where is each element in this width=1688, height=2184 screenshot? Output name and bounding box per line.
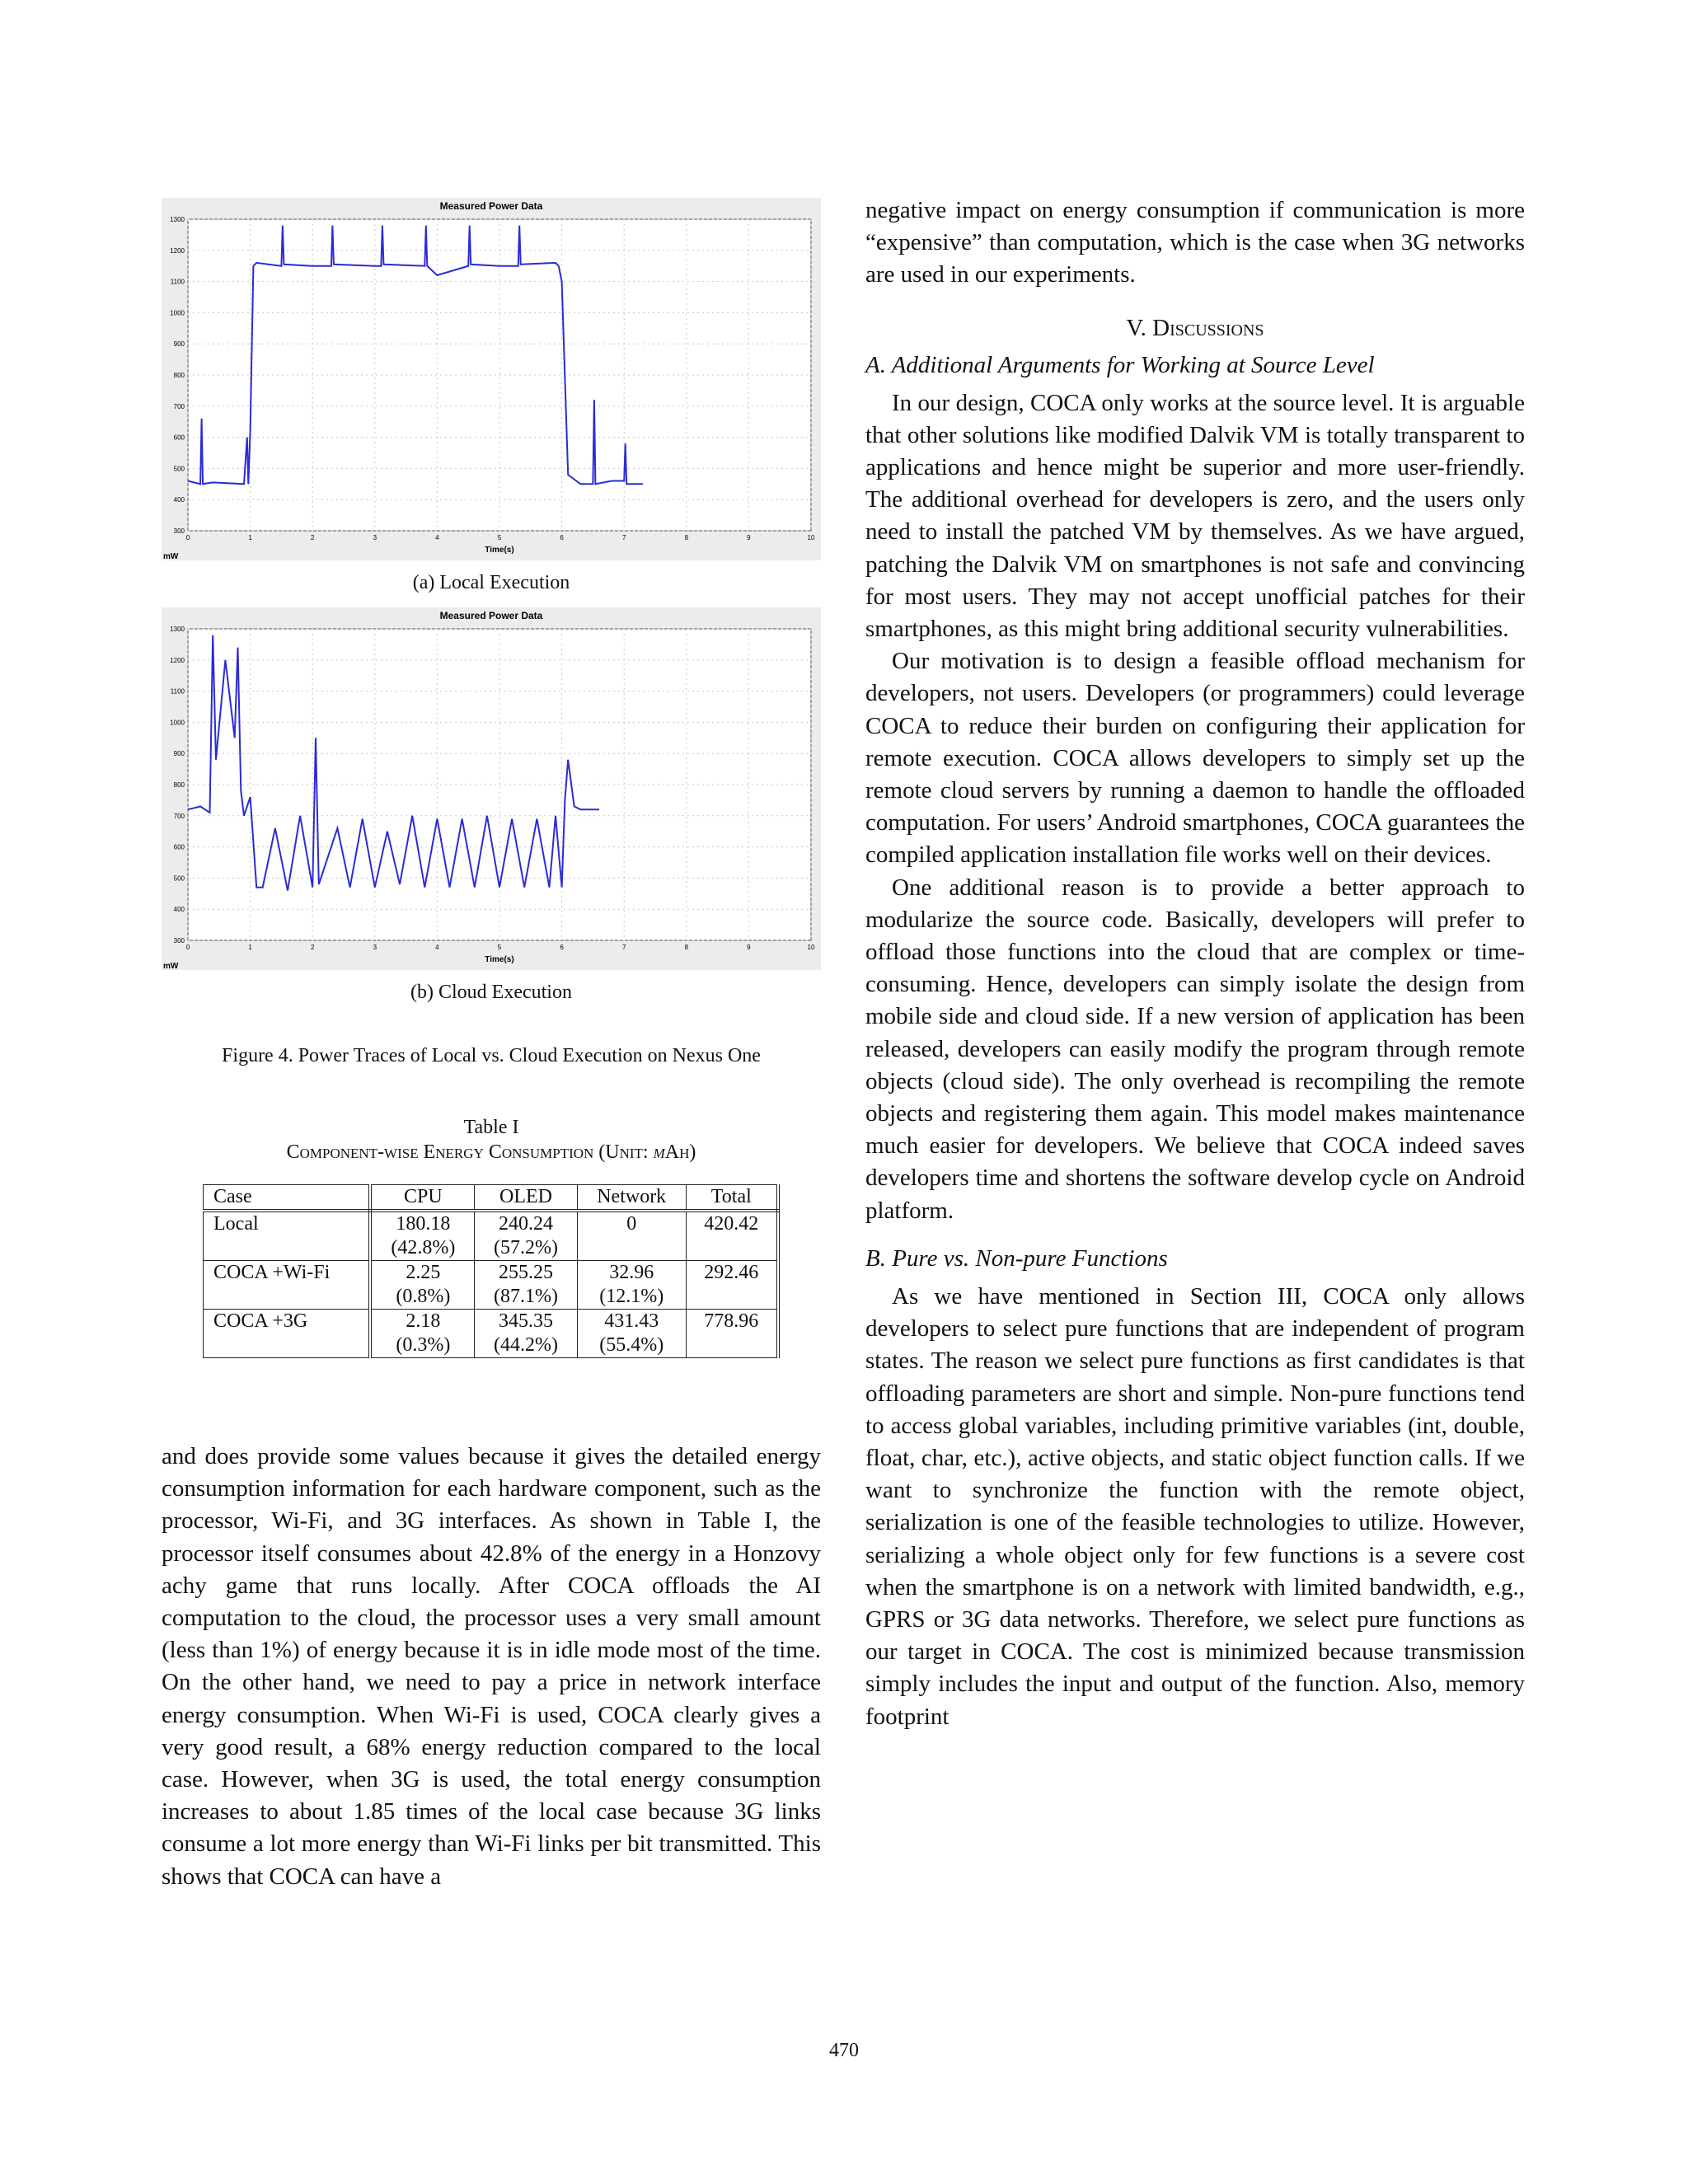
- subsection-heading-b: B. Pure vs. Non-pure Functions: [865, 1244, 1168, 1272]
- x-axis-label: Time(s): [485, 955, 514, 964]
- cell-network-pct: (55.4%): [599, 1334, 664, 1356]
- y-tick-label: 1100: [170, 278, 185, 286]
- cell-oled: [475, 1261, 578, 1310]
- cell-oled-value: 255.25: [499, 1262, 554, 1283]
- y-tick-label: 500: [173, 465, 185, 473]
- x-tick-label: 10: [807, 534, 815, 541]
- subsection-heading-a: A. Additional Arguments for Working at Source Level: [865, 351, 1375, 378]
- power-plot-local: [162, 198, 821, 560]
- y-tick-label: 400: [173, 906, 185, 914]
- x-tick-label: 8: [684, 944, 689, 951]
- y-tick-label: 1300: [170, 216, 185, 223]
- x-tick-label: 5: [497, 944, 502, 951]
- cell-network-value: 32.96: [609, 1262, 654, 1283]
- table-subtitle-prefix: Component-wise Energy Consumption (Unit:: [286, 1141, 654, 1163]
- cell-cpu: [370, 1211, 474, 1261]
- y-tick-label: 500: [173, 874, 185, 883]
- power-plot-cloud: [162, 607, 821, 970]
- cell-cpu-value: 2.25: [406, 1262, 441, 1283]
- unit-label: mW: [163, 552, 179, 560]
- cell-network-value: 431.43: [604, 1310, 659, 1332]
- col-header-network: Network: [577, 1185, 686, 1212]
- col-header-total: Total: [686, 1185, 778, 1212]
- cell-network-pct: (12.1%): [599, 1286, 664, 1307]
- table-row: [204, 1211, 779, 1261]
- cell-cpu-pct: (0.3%): [396, 1334, 451, 1356]
- cell-oled-value: 345.35: [499, 1310, 554, 1332]
- y-tick-label: 1100: [170, 687, 185, 696]
- x-tick-label: 2: [310, 944, 315, 951]
- col-header-case: Case: [204, 1185, 371, 1212]
- subcaption-b: (b) Cloud Execution: [410, 982, 572, 1003]
- paragraph: negative impact on energy consumption if communication is more “expensive” than computation, which is the case when 3G networks are used in our experiments.: [865, 197, 1525, 288]
- x-axis-label: Time(s): [485, 546, 514, 555]
- cell-cpu-pct: (0.8%): [396, 1286, 451, 1307]
- cell-oled: [475, 1211, 578, 1261]
- table-subtitle-unit: μ: [653, 1141, 665, 1163]
- right-column: [865, 194, 1525, 1733]
- cell-cpu: [370, 1261, 474, 1310]
- cell-cpu-value: 180.18: [396, 1213, 451, 1235]
- y-tick-label: 1200: [170, 656, 185, 664]
- y-tick-label: 800: [173, 781, 185, 789]
- x-tick-label: 0: [185, 534, 190, 541]
- cell-oled: [475, 1310, 578, 1358]
- y-tick-label: 600: [173, 434, 185, 442]
- x-tick-label: 2: [310, 534, 315, 541]
- cell-network: [577, 1261, 686, 1310]
- cell-total: 292.46: [686, 1261, 778, 1310]
- table-header-row: [204, 1185, 779, 1212]
- x-tick-label: 8: [684, 534, 689, 541]
- x-tick-label: 9: [747, 534, 751, 541]
- x-tick-label: 7: [621, 534, 626, 541]
- left-column: [162, 198, 821, 1893]
- x-tick-label: 6: [560, 534, 564, 541]
- paragraph: and does provide some values because it gives the detailed energy consumption information for each hardware component, such as the processor, Wi-Fi, and 3G interfaces. As shown in Table I, the processor itself consumes about 42.8% of the energy in a Honzovy achy game that runs locally. After COCA offloads the AI computation to the cloud, the processor uses a very small amount (less than 1%) of energy because it is in idle mode most of the time. On the other hand, we need to pay a price in network interface energy consumption. When Wi-Fi is used, COCA clearly gives a very good result, a 68% energy reduction compared to the local case. However, when 3G is used, the total energy consumption increases to about 1.85 times of the local case because 3G links consume a lot more energy than Wi-Fi links per bit transmitted. This shows that COCA can have a: [162, 1443, 821, 1890]
- x-tick-label: 10: [807, 944, 815, 951]
- x-tick-label: 4: [435, 944, 439, 951]
- y-tick-label: 300: [173, 937, 185, 944]
- cell-case: COCA +Wi-Fi: [204, 1261, 371, 1310]
- paragraph: As we have mentioned in Section III, COCA only allows developers to select pure functions that are independent of program states. The reason we select pure functions as first candidates is that offloading parameters are short and simple. Non-pure functions tend to access global variables, including primitive variables (int, double, float, char, etc.), active objects, and static object function calls. If we want to synchronize the function with the remote object, serialization is one of the feasible technologies to utilize. However, serializing a whole object only for few functions is a severe cost when the smartphone is on a network with limited bandwidth, e.g., GPRS or 3G data networks. Therefore, we select pure functions as our target in COCA. The cost is minimized because transmission simply includes the input and output of the function. Also, memory footprint: [865, 1282, 1525, 1730]
- x-tick-label: 5: [497, 534, 502, 541]
- y-tick-label: 300: [173, 527, 185, 535]
- section-heading: V. Discussions: [1126, 314, 1264, 341]
- y-tick-label: 1000: [170, 309, 185, 317]
- cell-oled-pct: (87.1%): [494, 1286, 559, 1307]
- unit-label: mW: [163, 962, 179, 970]
- y-tick-label: 700: [173, 402, 185, 410]
- paragraph: In our design, COCA only works at the source level. It is arguable that other solutions like modified Dalvik VM is totally transparent to applications and hence might be superior and more user-friendly. The additional overhead for developers is zero, and the users only need to install the patched VM by themselves. As we have argued, patching the Dalvik VM on smartphones is not safe and convincing for most users. They may not accept unofficial patches for their smartphones, as this might bring additional security vulnerabilities.: [865, 389, 1525, 643]
- left-body-text: [162, 1441, 821, 1893]
- x-tick-label: 1: [248, 534, 252, 541]
- table-subtitle-suffix: Ah): [664, 1141, 696, 1163]
- x-tick-label: 9: [747, 944, 751, 951]
- figure-caption: Figure 4. Power Traces of Local vs. Cloud Execution on Nexus One: [222, 1045, 761, 1066]
- subcaption-a: (a) Local Execution: [412, 572, 570, 593]
- y-tick-label: 600: [173, 843, 185, 851]
- figure-4: [162, 198, 821, 1067]
- cell-cpu: [370, 1310, 474, 1358]
- y-tick-label: 400: [173, 496, 185, 504]
- y-tick-label: 900: [173, 750, 185, 758]
- cell-oled-pct: (44.2%): [494, 1334, 559, 1356]
- col-header-oled: OLED: [475, 1185, 578, 1212]
- plot-title: Measured Power Data: [439, 200, 543, 212]
- cell-total: 778.96: [686, 1310, 778, 1358]
- y-tick-label: 1200: [170, 246, 185, 255]
- cell-cpu-pct: (42.8%): [391, 1237, 456, 1258]
- x-tick-label: 1: [248, 944, 252, 951]
- energy-table: [203, 1184, 780, 1358]
- col-header-cpu: CPU: [370, 1185, 474, 1212]
- table-row: [204, 1261, 779, 1310]
- y-tick-label: 800: [173, 372, 185, 379]
- table-title: Table I: [463, 1117, 519, 1138]
- x-tick-label: 0: [185, 944, 190, 951]
- table-caption: [162, 1115, 821, 1165]
- cell-oled-pct: (57.2%): [494, 1237, 559, 1258]
- y-tick-label: 1300: [170, 626, 185, 633]
- y-tick-label: 1000: [170, 719, 185, 727]
- plot-title: Measured Power Data: [439, 610, 543, 621]
- x-tick-label: 4: [435, 534, 439, 541]
- paragraph: One additional reason is to provide a better approach to modularize the source code. Basically, developers will prefer to offload those functions into the cloud that are complex or time-consuming. Hence, developers can simply isolate the design from mobile side and cloud side. If a new version of application has been released, developers can easily modify the program through remote objects (cloud side). The only overhead is recompiling the remote objects and registering them again. This model makes maintenance much easier for developers. We believe that COCA indeed saves developers time and shortens the software develop cycle on Android platform.: [865, 874, 1525, 1224]
- x-tick-label: 3: [373, 944, 377, 951]
- cell-network: [577, 1310, 686, 1358]
- cell-total: 420.42: [686, 1211, 778, 1261]
- y-tick-label: 900: [173, 340, 185, 349]
- x-tick-label: 3: [373, 534, 377, 541]
- cell-case: Local: [204, 1211, 371, 1261]
- cell-cpu-value: 2.18: [406, 1310, 441, 1332]
- cell-case: COCA +3G: [204, 1310, 371, 1358]
- paragraph: Our motivation is to design a feasible offload mechanism for developers, not users. Developers (or programmers) could leverage COCA to reduce their burden on configuring their application for remote execution. COCA allows developers to simply set up the remote cloud servers by running a daemon to handle the offloaded computation. For users’ Android smartphones, COCA guarantees the compiled application installation file works well on their devices.: [865, 648, 1525, 869]
- cell-oled-value: 240.24: [499, 1213, 554, 1235]
- y-tick-label: 700: [173, 812, 185, 820]
- cell-network-value: 0: [626, 1213, 637, 1235]
- table-subtitle: [162, 1140, 821, 1165]
- x-tick-label: 7: [621, 944, 626, 951]
- cell-network: [577, 1211, 686, 1261]
- x-tick-label: 6: [560, 944, 564, 951]
- table-row: [204, 1310, 779, 1358]
- page-number: 470: [829, 2040, 859, 2061]
